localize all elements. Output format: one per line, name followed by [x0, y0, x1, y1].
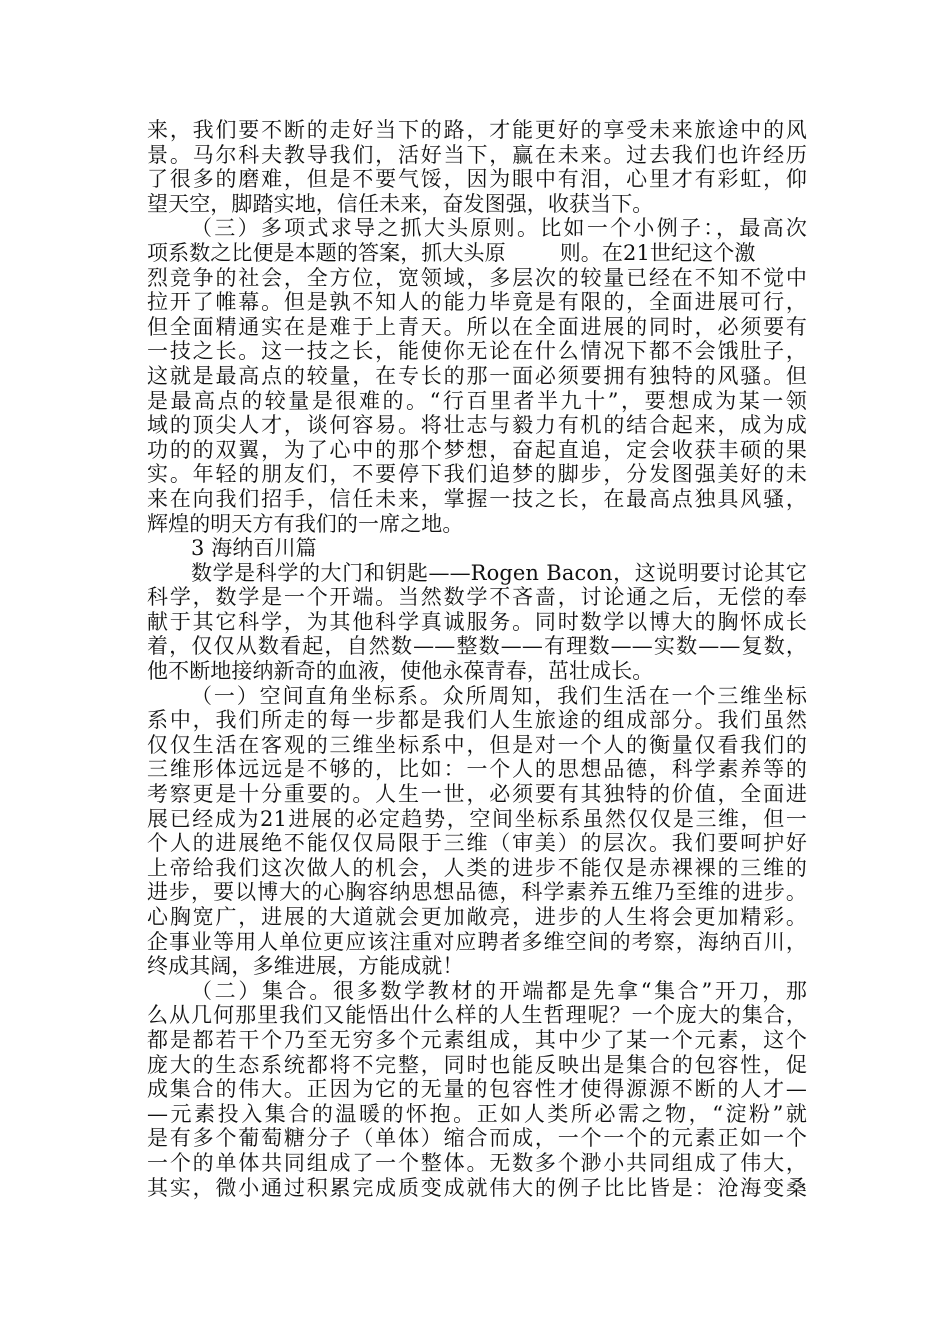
text-line: 成集合的伟大。正因为它的无量的包容性才使得源源不断的人才—: [147, 1077, 807, 1102]
text-line: 域的顶尖人才，谈何容易。将壮志与毅力有机的结合起来，成为成: [147, 413, 807, 438]
text-line: 庞大的生态系统都将不完整，同时也能反映出是集合的包容性，促: [147, 1052, 807, 1077]
text-line: （三）多项式求导之抓大头原则。比如一个小例子：，最高次: [191, 216, 807, 241]
text-line: 拉开了帷幕。但是孰不知人的能力毕竟是有限的，全面进展可行，: [147, 290, 807, 315]
document-body: [147, 118, 807, 1200]
text-line: 一个的单体共同组成了一个整体。无数多个渺小共同组成了伟大，: [147, 1150, 807, 1175]
text-fragment: 项系数之比便是本题的答案，抓大头原: [147, 240, 506, 265]
text-fragment: 则。在21世纪这个激: [559, 240, 756, 265]
section-title: 3 海纳百川篇: [191, 536, 317, 561]
text-line: 科学，数学是一个开端。当然数学不吝啬，讨论通之后，无偿的奉: [147, 585, 807, 610]
text-line: 系中，我们所走的每一步都是我们人生旅途的组成部分。我们虽然: [147, 708, 807, 733]
text-line: 来在向我们招手，信任未来，掌握一技之长，在最高点独具风骚，: [147, 486, 807, 511]
text-line: （一）空间直角坐标系。众所周知，我们生活在一个三维坐标: [191, 683, 807, 708]
text-line: 但全面精通实在是难于上青天。所以在全面进展的同时，必须要有: [147, 314, 807, 339]
text-line: 其实，微小通过积累完成质变成就伟大的例子比比皆是：沧海变桑: [147, 1175, 807, 1200]
text-line: 上帝给我们这次做人的机会，人类的进步不能仅是赤裸裸的三维的: [147, 855, 807, 880]
text-line: 仅仅生活在客观的三维坐标系中，但是对一个人的衡量仅看我们的: [147, 732, 807, 757]
text-line: 一技之长。这一技之长，能使你无论在什么情况下都不会饿肚子，: [147, 339, 807, 364]
text-line: 么从几何那里我们又能悟出什么样的人生哲理呢？一个庞大的集合，: [147, 1003, 807, 1028]
text-line: 着，仅仅从数看起，自然数——整数——有理数——实数——复数，: [147, 634, 807, 659]
text-line: （二）集合。很多数学教材的开端都是先拿“集合”开刀，那: [191, 978, 807, 1003]
text-line: 是有多个葡萄糖分子（单体）缩合而成，一个一个的元素正如一个: [147, 1126, 807, 1151]
text-line: 展已经成为21进展的必定趋势，空间坐标系虽然仅仅是三维，但一: [147, 806, 807, 831]
text-line: 个人的进展绝不能仅仅局限于三维（审美）的层次。我们要呵护好: [147, 831, 807, 856]
text-line: 景。马尔科夫教导我们，活好当下，赢在未来。过去我们也许经历: [147, 142, 807, 167]
paragraph-3: [147, 561, 807, 684]
text-line: 功的的双翼，为了心中的那个梦想，奋起直追，定会收获丰硕的果: [147, 437, 807, 462]
paragraph-2: [147, 216, 807, 536]
text-line: 数学是科学的大门和钥匙——Rogen Bacon，这说明要讨论其它: [191, 560, 807, 585]
paragraph-1: [147, 118, 807, 216]
text-line: —元素投入集合的温暖的怀抱。正如人类所必需之物，“淀粉”就: [147, 1101, 807, 1126]
paragraph-4: [147, 684, 807, 979]
text-line: 他不断地接纳新奇的血液，使他永葆青春，茁壮成长。: [147, 659, 654, 684]
text-line: 来，我们要不断的走好当下的路，才能更好的享受未来旅途中的风: [147, 118, 807, 142]
section-heading: [147, 536, 807, 561]
text-line: 企事业等用人单位更应该注重对应聘者多维空间的考察，海纳百川，: [147, 929, 807, 954]
text-line: 实。年轻的朋友们，不要停下我们追梦的脚步，分发图强美好的未: [147, 462, 807, 487]
text-line: 这就是最高点的较量，在专长的那一面必须要拥有独特的风骚。但: [147, 363, 807, 388]
text-line: 都是都若干个乃至无穷多个元素组成，其中少了某一个元素，这个: [147, 1027, 807, 1052]
paragraph-5: [147, 979, 807, 1200]
text-line: 三维形体远远是不够的，比如：一个人的思想品德，科学素养等的: [147, 757, 807, 782]
text-line: 辉煌的明天方有我们的一席之地。: [147, 511, 464, 536]
text-line: 了很多的磨难，但是不要气馁，因为眼中有泪，心里才有彩虹，仰: [147, 167, 807, 192]
text-line: 进步，要以博大的心胸容纳思想品德，科学素养五维乃至维的进步。: [147, 880, 807, 905]
text-line: 献于其它科学，为其他科学真诚服务。同时数学以博大的胸怀成长: [147, 609, 807, 634]
text-line: 望天空，脚踏实地，信任未来，奋发图强，收获当下。: [147, 191, 654, 216]
text-line: 终成其阔，多维进展，方能成就！: [147, 954, 464, 979]
text-line: 烈竞争的社会，全方位，宽领域，多层次的较量已经在不知不觉中: [147, 265, 807, 290]
text-line: 考察更是十分重要的。人生一世，必须要有其独特的价值，全面进: [147, 782, 807, 807]
text-line: 是最高点的较量是很难的。“行百里者半九十”，要想成为某一领: [147, 388, 807, 413]
text-line: 心胸宽广，进展的大道就会更加敞亮，进步的人生将会更加精彩。: [147, 905, 807, 929]
text-line-split: [147, 241, 807, 266]
